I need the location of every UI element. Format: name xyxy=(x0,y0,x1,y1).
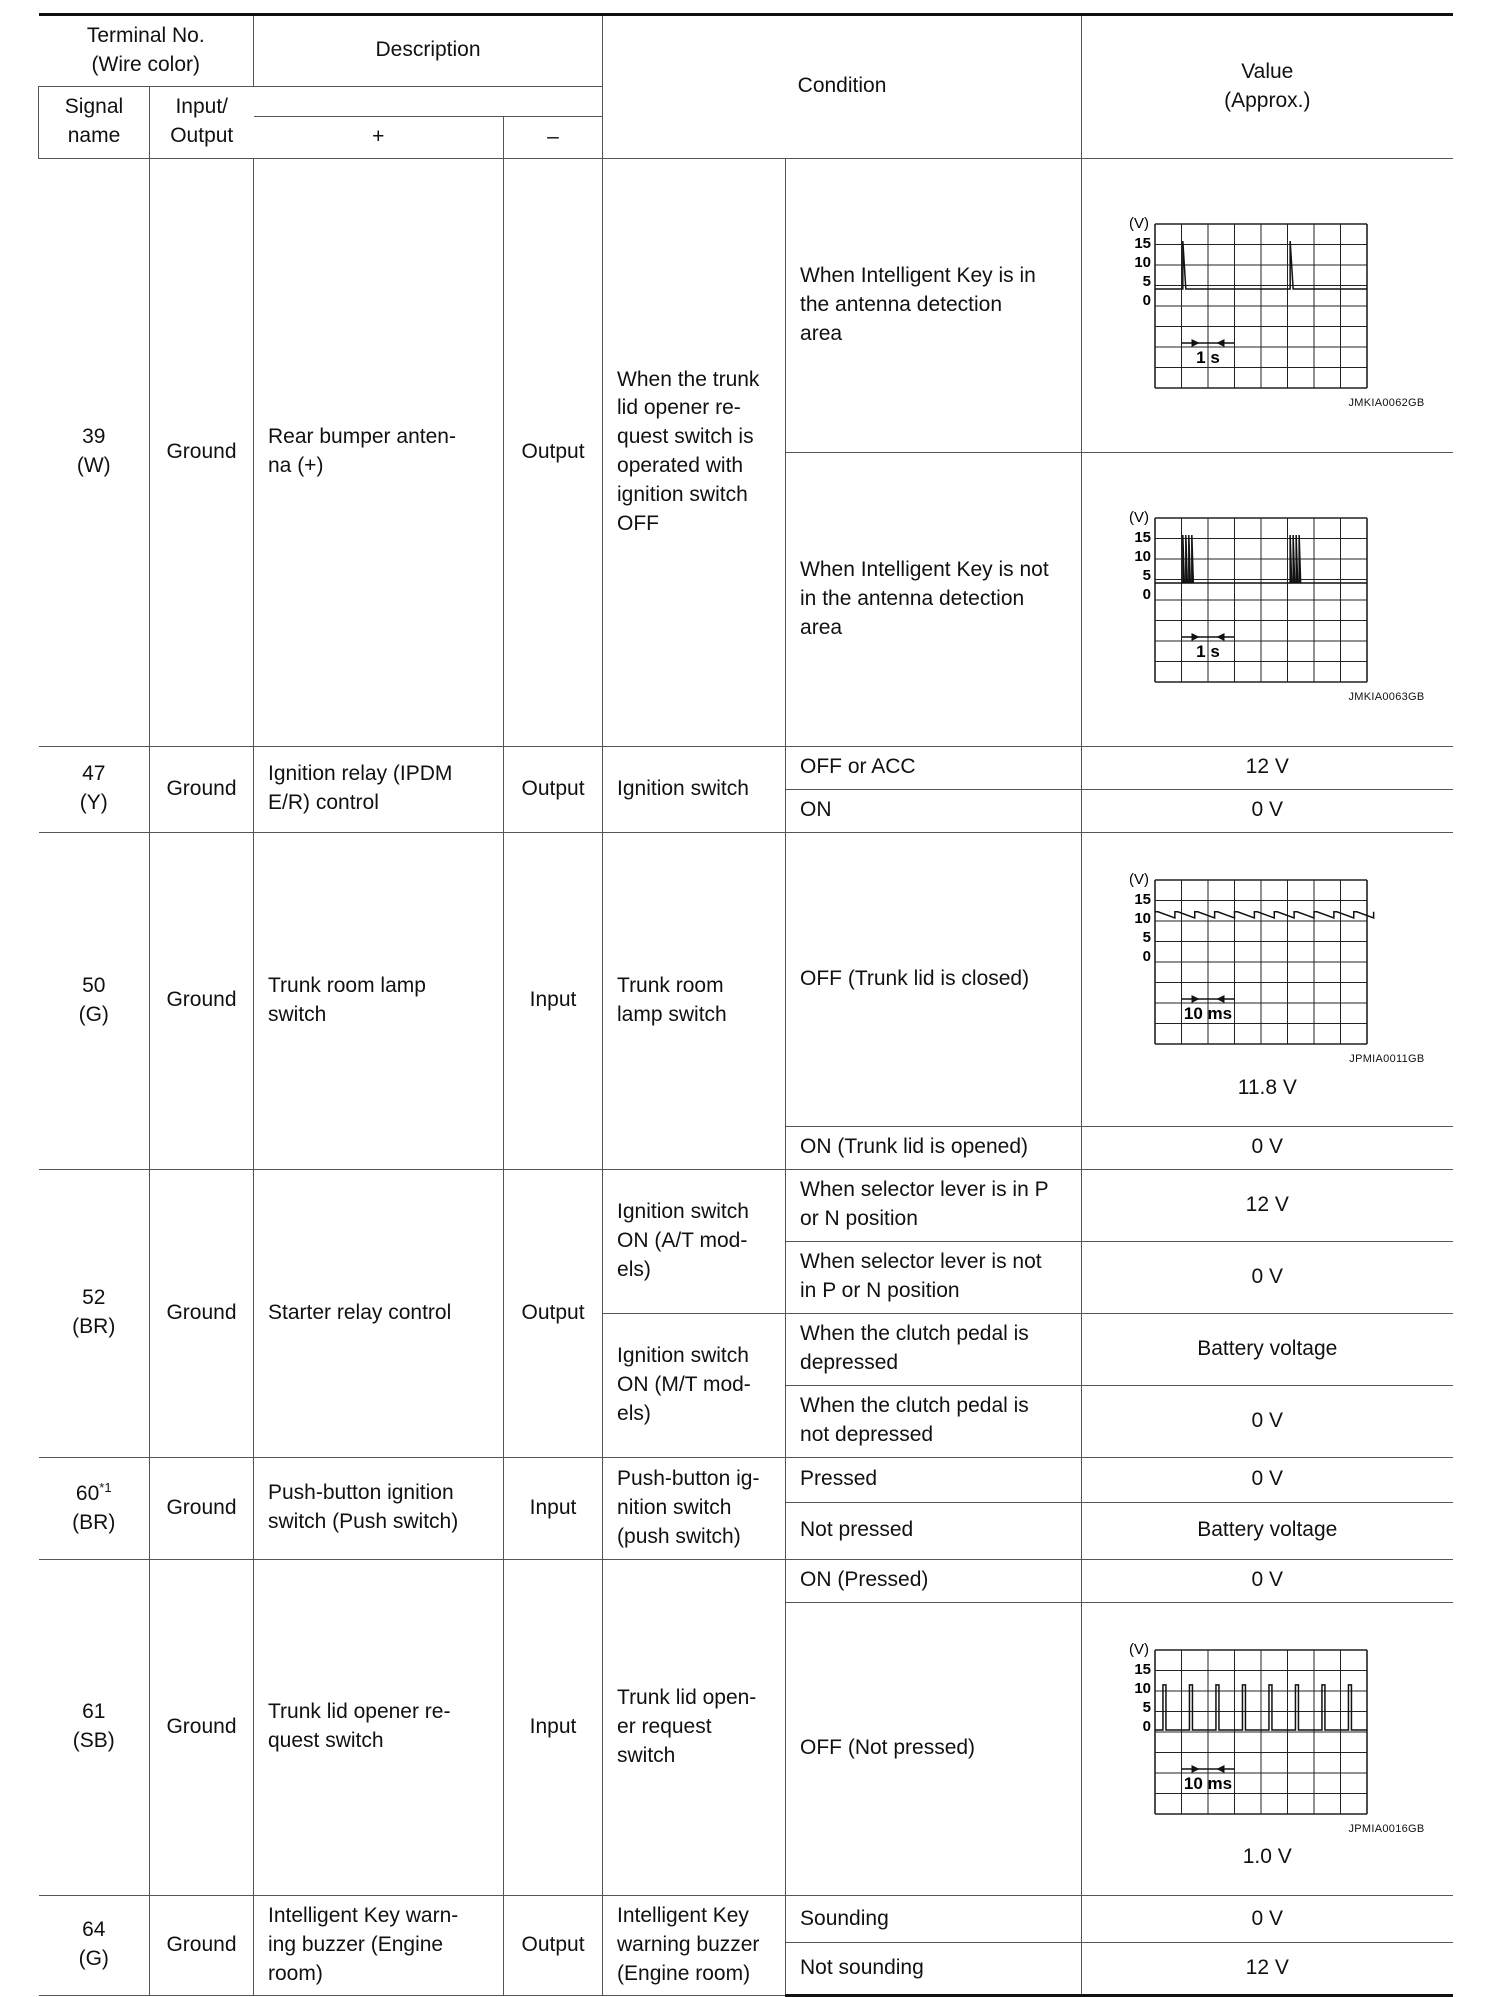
table-row xyxy=(39,746,1453,789)
waveform-cell xyxy=(1082,158,1453,452)
condition-sub: Sounding xyxy=(786,1895,1082,1942)
condition-sub: When selector lever is not in P or N position xyxy=(786,1241,1082,1313)
signal-name: Ignition relay (IPDM E/R) control xyxy=(254,746,504,832)
arrow-right-icon xyxy=(1192,633,1200,641)
y-unit: (V) xyxy=(1129,1640,1150,1658)
terminal-ground: Ground xyxy=(150,1457,254,1559)
input-output: Output xyxy=(504,1895,603,1995)
condition-main: Intelligent Key warning buzzer (Engine room) xyxy=(603,1895,786,1995)
terminal-num: 60 xyxy=(75,1481,100,1505)
input-output: Input xyxy=(504,1457,603,1559)
y-tick-label: 10 xyxy=(1134,910,1152,928)
waveform xyxy=(1117,204,1417,394)
y-unit: (V) xyxy=(1129,214,1150,232)
header-terminal: Terminal No. (Wire color) xyxy=(39,15,254,87)
y-tick-label: 15 xyxy=(1134,234,1152,252)
waveform xyxy=(1117,860,1417,1050)
arrow-left-icon xyxy=(1217,995,1225,1003)
time-span-label: 10 ms xyxy=(1184,1773,1233,1793)
header-condition: Condition xyxy=(603,15,1082,159)
terminal-ground: Ground xyxy=(150,158,254,746)
y-tick-label: 5 xyxy=(1142,1698,1152,1716)
y-tick-label: 15 xyxy=(1134,891,1152,909)
header-value: Value (Approx.) xyxy=(1082,15,1453,159)
terminal-number xyxy=(39,1457,150,1559)
header-description: Description xyxy=(254,15,603,87)
header-input-output: Input/ Output xyxy=(150,86,254,158)
arrow-left-icon xyxy=(1217,1765,1225,1773)
waveform-svg xyxy=(1117,498,1417,688)
value-text: 11.8 V xyxy=(1237,1075,1297,1099)
condition-main: Ignition switch xyxy=(603,746,786,832)
y-tick-label: 5 xyxy=(1142,929,1152,947)
condition-sub: ON xyxy=(786,789,1082,832)
y-tick-label: 0 xyxy=(1142,585,1152,603)
value-text: 1.0 V xyxy=(1242,1845,1292,1868)
footnote-marker: *1 xyxy=(99,1479,112,1495)
terminal-number: 39 (W) xyxy=(39,158,150,746)
table-row xyxy=(39,1457,1453,1502)
terminal-ground: Ground xyxy=(150,746,254,832)
terminal-color: (BR) xyxy=(72,1510,116,1534)
figure-code: JPMIA0016GB xyxy=(1348,1822,1425,1835)
table-row xyxy=(39,1559,1453,1602)
condition-sub: OFF (Not pressed) xyxy=(786,1602,1082,1895)
terminal-number: 52 (BR) xyxy=(39,1169,150,1457)
condition-sub: When the clutch pedal is not depressed xyxy=(786,1385,1082,1457)
time-span-label: 1 s xyxy=(1196,641,1221,661)
arrow-left-icon xyxy=(1217,633,1225,641)
value-cell: 0 V xyxy=(1082,1895,1453,1942)
terminal-number: 47 (Y) xyxy=(39,746,150,832)
input-output: Output xyxy=(504,1169,603,1457)
signal-name: Starter relay control xyxy=(254,1169,504,1457)
arrow-right-icon xyxy=(1192,995,1200,1003)
value-cell: Battery voltage xyxy=(1082,1313,1453,1385)
y-tick-label: 0 xyxy=(1142,948,1152,966)
arrow-right-icon xyxy=(1192,339,1200,347)
input-output: Output xyxy=(504,746,603,832)
y-unit: (V) xyxy=(1129,508,1150,526)
input-output: Input xyxy=(504,1559,603,1895)
terminal-ground: Ground xyxy=(150,1895,254,1995)
condition-main: Ignition switch ON (A/T mod- els) xyxy=(603,1169,786,1313)
condition-main: Trunk room lamp switch xyxy=(603,832,786,1169)
terminal-ground: Ground xyxy=(150,1559,254,1895)
value-cell: 12 V xyxy=(1082,1943,1453,1996)
y-tick-label: 15 xyxy=(1134,528,1152,546)
condition-main: When the trunk lid opener re- quest switch is operated with ignition switch OFF xyxy=(603,158,786,746)
terminal-number: 50 (G) xyxy=(39,832,150,1169)
value-cell: 0 V xyxy=(1082,1457,1453,1502)
y-unit: (V) xyxy=(1129,871,1150,889)
condition-sub: When Intelligent Key is in the antenna detection area xyxy=(786,158,1082,452)
signal-name: Rear bumper anten- na (+) xyxy=(254,158,504,746)
condition-sub: When the clutch pedal is depressed xyxy=(786,1313,1082,1385)
time-span-label: 10 ms xyxy=(1184,1004,1233,1024)
table-row xyxy=(39,832,1453,1126)
waveform-cell xyxy=(1082,452,1453,746)
arrow-right-icon xyxy=(1192,1765,1200,1773)
condition-sub: When Intelligent Key is not in the antenna detection area xyxy=(786,452,1082,746)
condition-sub: When selector lever is in P or N position xyxy=(786,1169,1082,1241)
condition-sub: OFF or ACC xyxy=(786,746,1082,789)
waveform xyxy=(1117,498,1417,688)
condition-main: Ignition switch ON (M/T mod- els) xyxy=(603,1313,786,1457)
y-tick-label: 15 xyxy=(1134,1660,1152,1678)
signal-name: Trunk lid opener re- quest switch xyxy=(254,1559,504,1895)
value-cell: 12 V xyxy=(1082,746,1453,789)
table-row xyxy=(39,158,1453,452)
terminal-number: 64 (G) xyxy=(39,1895,150,1995)
waveform-cell xyxy=(1082,1602,1453,1895)
header-minus: – xyxy=(504,116,603,158)
y-tick-label: 5 xyxy=(1142,272,1152,290)
y-tick-label: 10 xyxy=(1134,253,1152,271)
header-signal-name: Signal name xyxy=(39,86,150,158)
y-tick-label: 5 xyxy=(1142,566,1152,584)
table-row xyxy=(39,1895,1453,1942)
condition-main: Push-button ig- nition switch (push switch) xyxy=(603,1457,786,1559)
input-output: Output xyxy=(504,158,603,746)
waveform-svg xyxy=(1117,1630,1417,1820)
value-cell: Battery voltage xyxy=(1082,1502,1453,1559)
condition-sub: Pressed xyxy=(786,1457,1082,1502)
terminal-ground: Ground xyxy=(150,1169,254,1457)
value-cell: 0 V xyxy=(1082,1385,1453,1457)
terminal-number: 61 (SB) xyxy=(39,1559,150,1895)
figure-code: JMKIA0063GB xyxy=(1348,690,1425,703)
value-cell: 12 V xyxy=(1082,1169,1453,1241)
value-cell: 0 V xyxy=(1082,789,1453,832)
table-row xyxy=(39,1169,1453,1241)
arrow-left-icon xyxy=(1217,339,1225,347)
waveform-cell xyxy=(1082,832,1453,1126)
waveform xyxy=(1117,1630,1417,1820)
input-output: Input xyxy=(504,832,603,1169)
y-tick-label: 0 xyxy=(1142,291,1152,309)
y-tick-label: 0 xyxy=(1142,1717,1152,1735)
terminal-ground: Ground xyxy=(150,832,254,1169)
y-tick-label: 10 xyxy=(1134,1679,1152,1697)
value-cell: 0 V xyxy=(1082,1126,1453,1169)
value-cell: 0 V xyxy=(1082,1559,1453,1602)
figure-code: JMKIA0062GB xyxy=(1348,396,1425,409)
figure-code: JPMIA0011GB xyxy=(1349,1053,1425,1066)
condition-sub: ON (Trunk lid is opened) xyxy=(786,1126,1082,1169)
condition-sub: Not pressed xyxy=(786,1502,1082,1559)
condition-sub: Not sounding xyxy=(786,1943,1082,1996)
signal-name: Trunk room lamp switch xyxy=(254,832,504,1169)
condition-sub: OFF (Trunk lid is closed) xyxy=(786,832,1082,1126)
waveform-svg xyxy=(1117,860,1417,1050)
condition-main: Trunk lid open- er request switch xyxy=(603,1559,786,1895)
condition-sub: ON (Pressed) xyxy=(786,1559,1082,1602)
terminal-spec-table xyxy=(38,13,1453,1997)
y-tick-label: 10 xyxy=(1134,547,1152,565)
time-span-label: 1 s xyxy=(1196,347,1221,367)
value-cell: 0 V xyxy=(1082,1241,1453,1313)
header-plus: + xyxy=(254,116,504,158)
waveform-svg xyxy=(1117,204,1417,394)
signal-name: Intelligent Key warn- ing buzzer (Engine room) xyxy=(254,1895,504,1995)
signal-name: Push-button ignition switch (Push switch) xyxy=(254,1457,504,1559)
